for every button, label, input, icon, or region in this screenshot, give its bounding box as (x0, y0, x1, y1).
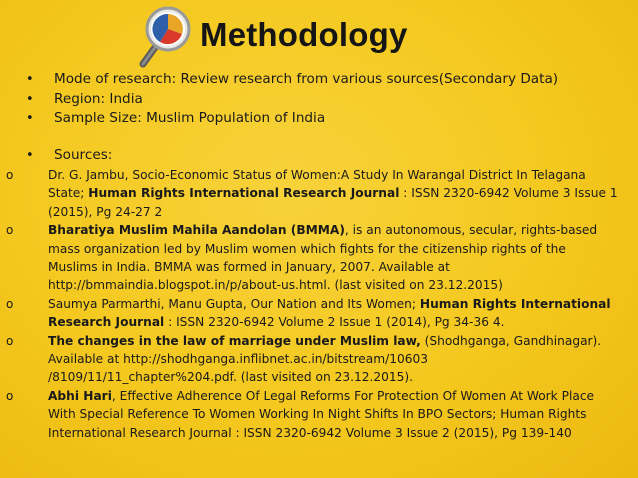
slide-title: Methodology (200, 16, 408, 53)
reference-line (48, 368, 620, 386)
bold-text: Human Rights International (419, 296, 611, 311)
text-run: : ISSN 2320-6942 Volume 2 Issue 1 (2014), Pg 34-36 4. (164, 315, 505, 330)
reference-line (48, 332, 620, 350)
text-run: , Effective Adherence Of Legal Reforms For Protection Of Women At Work Place (111, 388, 595, 403)
bold-text: Bharatiya Muslim Mahila Aandolan (BMMA) (48, 223, 345, 238)
text-run: , is an autonomous, secular, rights-based (344, 223, 598, 238)
text-run: Dr. G. Jambu, Socio-Economic Status of Women:A Study In Warangal District In Telagana (48, 168, 586, 182)
bullet-item (26, 70, 626, 90)
text-run: With Special Reference To Women Working In Night Shifts In BPO Sectors; Human Rights (48, 407, 587, 422)
reference-line (48, 350, 620, 368)
text-run: http://bmmaindia.blogspot.in/p/about-us.html. (last visited on 23.12.2015) (48, 278, 503, 293)
reference-line (48, 313, 620, 331)
reference-line (48, 276, 620, 294)
text-run: (Shodhganga, Gandhinagar). (420, 333, 602, 348)
reference-line (48, 221, 620, 239)
bold-text: Research Journal (48, 315, 165, 330)
text-run: Available at http://shodhganga.inflibnet.ac.in/bitstream/10603 (48, 352, 429, 367)
text-run: (2015), Pg 24-27 2 (48, 204, 163, 219)
reference-item (0, 221, 638, 295)
reference-line (48, 387, 620, 405)
sub-bullet-marker: o (6, 388, 14, 403)
reference-line (48, 184, 620, 202)
reference-line (48, 203, 620, 221)
text-run: Saumya Parmarthi, Manu Gupta, Our Nation and Its Women; (48, 296, 420, 311)
bullet-list (26, 70, 626, 129)
bullet-marker: • (26, 111, 34, 126)
reference-item (0, 295, 638, 332)
reference-item (0, 387, 638, 442)
reference-line (48, 405, 620, 423)
reference-line (48, 240, 620, 258)
reference-line (48, 295, 620, 313)
text-run: mass organization led by Muslim women which fights for the citizenship rights of the (48, 241, 566, 256)
bullet-text: Region: India (54, 90, 143, 107)
reference-line (48, 166, 620, 184)
sub-bullet-marker: o (6, 223, 14, 238)
reference-text (48, 332, 620, 387)
bullet-text: Sample Size: Muslim Population of India (54, 110, 326, 126)
title-block (138, 6, 438, 62)
sub-bullet-marker: o (6, 296, 14, 311)
text-run: Muslims in India. BMMA was formed in January, 2007. Available at (48, 260, 450, 275)
text-run: State; (48, 186, 89, 201)
reference-text (48, 387, 620, 442)
bullet-text: Mode of research: Review research from various sources(Secondary Data) (54, 71, 559, 87)
sources-heading (26, 146, 626, 165)
reference-text (48, 166, 620, 221)
reference-item (0, 166, 638, 221)
sub-bullet-marker: o (6, 333, 14, 348)
bold-text: Abhi Hari (48, 388, 112, 403)
bullet-marker: • (26, 72, 34, 87)
reference-text (48, 295, 620, 332)
reference-item (0, 332, 638, 387)
bullet-marker: • (26, 148, 34, 163)
reference-line (48, 424, 620, 442)
bullet-item (26, 109, 626, 129)
text-run: /8109/11/11_chapter%204.pdf. (last visited on 23.12.2015). (48, 370, 413, 385)
sub-bullet-marker: o (6, 168, 14, 182)
sources-label: Sources: (54, 147, 113, 163)
magnifier-pie-chart-icon (138, 6, 194, 68)
bullet-marker: • (26, 91, 34, 107)
reference-line (48, 258, 620, 276)
reference-text (48, 221, 620, 295)
bold-text: Human Rights International Research Journal (88, 186, 400, 201)
bold-text: The changes in the law of marriage under Muslim law, (48, 333, 421, 348)
text-run: : ISSN 2320-6942 Volume 3 Issue 1 (399, 186, 618, 201)
reference-list (0, 166, 638, 442)
text-run: International Research Journal : ISSN 2320-6942 Volume 3 Issue 2 (2015), Pg 139-140 (48, 425, 572, 440)
bullet-item (26, 90, 626, 110)
